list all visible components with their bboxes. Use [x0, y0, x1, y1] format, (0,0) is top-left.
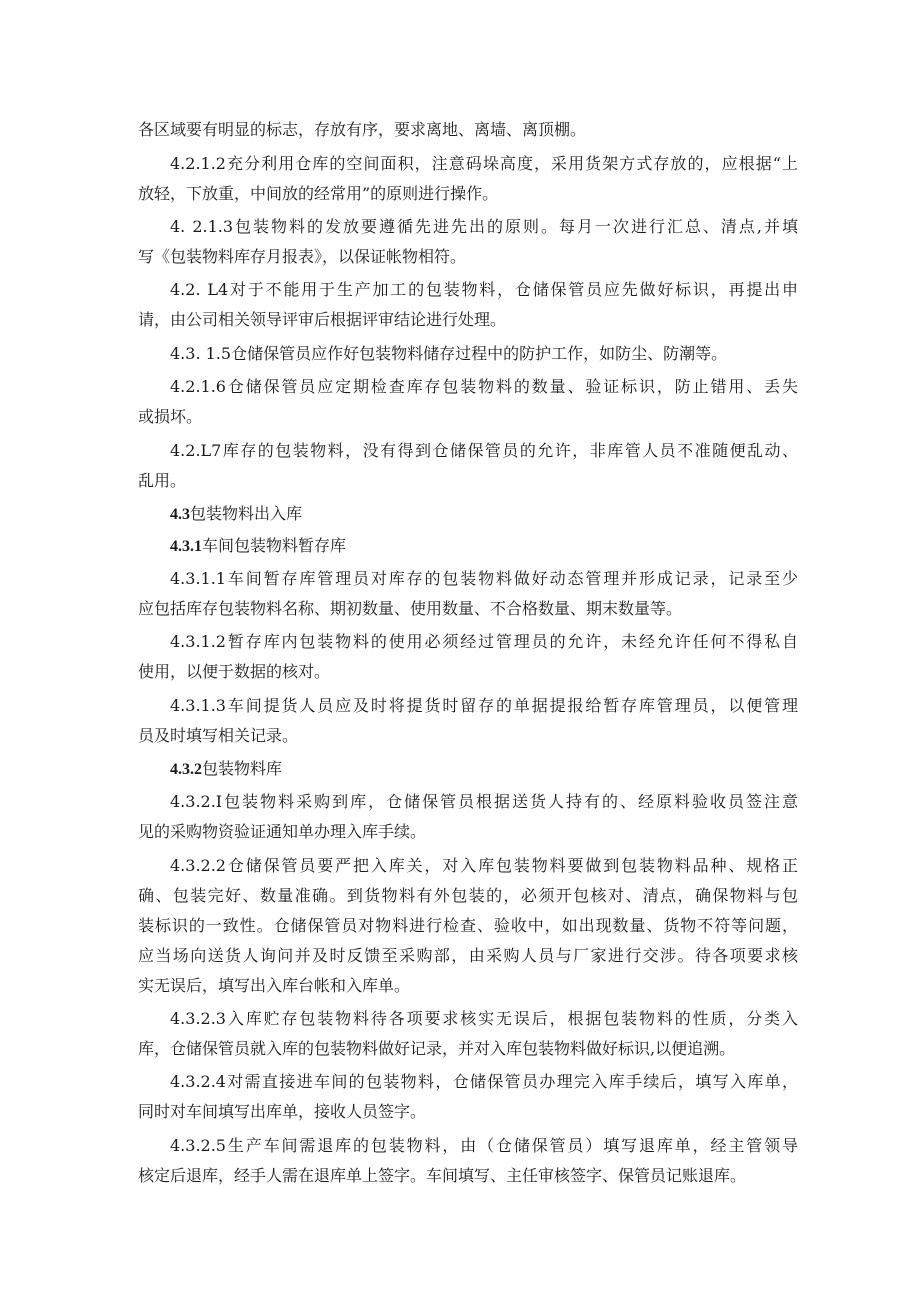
heading-text: 包装物料出入库	[190, 504, 303, 523]
heading-text: 包装物料库	[202, 759, 283, 778]
section-heading-4-3-1	[138, 536, 798, 557]
text-line: 库，仓储保管员就入库的包装物料做好记录，并对入库包装物料做好标识,以便追溯。	[138, 1039, 736, 1058]
text-line: 装标识的一致性。仓储保管员对物料进行检查、验收中，如出现数量、货物不符等问题，	[138, 916, 798, 935]
text-line: 4.2.1.6仓储保管员应定期检查库存包装物料的数量、验证标识，防止错用、丢失	[170, 377, 798, 396]
text-line: 4.3.2.3入库贮存包装物料待各项要求核实无误后，根据包装物料的性质，分类入	[170, 1009, 798, 1028]
heading-number: 4.3.2	[170, 761, 202, 778]
text-line: 确、包装完好、数量准确。到货物料有外包装的，必须开包核对、清点，确保物料与包	[138, 886, 798, 905]
text-line: 4.3.1.1车间暂存库管理员对库存的包装物料做好动态管理并形成记录，记录至少	[170, 569, 798, 588]
heading-number: 4.3.1	[170, 538, 202, 555]
heading-number: 4.3	[170, 506, 190, 523]
text-line: 写《包装物料库存月报表》，以保证帐物相符。	[138, 247, 467, 266]
text-line: 乱用。	[138, 471, 187, 490]
section-heading-4-3-2	[138, 759, 798, 780]
text-line: 4.3.2.4对需直接进车间的包装物料，仓储保管员办理完入库手续后，填写入库单，	[170, 1072, 798, 1091]
text-line: 4. 2.1.3包装物料的发放要遵循先进先出的原则。每月一次进行汇总、清点,并填	[170, 217, 798, 236]
text-line: 4.2.1.2充分利用仓库的空间面积，注意码垛高度，采用货架方式存放的，应根据“上	[170, 154, 798, 173]
text-line: 员及时填写相关记录。	[138, 726, 299, 745]
text-line: 各区域要有明显的标志，存放有序，要求离地、离墙、离顶棚。	[138, 120, 587, 139]
text-line: 4.3. 1.5仓储保管员应作好包装物料储存过程中的防护工作，如防尘、防潮等。	[170, 344, 728, 363]
text-line: 应包括库存包装物料名称、期初数量、使用数量、不合格数量、期末数量等。	[138, 599, 683, 618]
text-line: 4.2.L7库存的包装物料，没有得到仓储保管员的允许，非库管人员不准随便乱动、	[170, 441, 798, 460]
section-heading-4-3	[138, 504, 798, 525]
heading-text: 车间包装物料暂存库	[202, 536, 347, 555]
text-line: 4.2. L4对于不能用于生产加工的包装物料，仓储保管员应先做好标识，再提出申	[170, 280, 798, 299]
text-line: 放轻，下放重，中间放的经常用”的原则进行操作。	[138, 184, 499, 203]
text-line: 4.3.2.I包装物料采购到库，仓储保管员根据送货人持有的、经原料验收员签注意	[170, 792, 798, 811]
text-line: 4.3.2.5生产车间需退库的包装物料，由（仓储保管员）填写退库单，经主管领导	[170, 1136, 798, 1155]
text-line: 应当场向送货人询问并及时反馈至采购部，由采购人员与厂家进行交涉。待各项要求核	[138, 946, 798, 965]
text-line: 见的采购物资验证通知单办理入库手续。	[138, 822, 427, 841]
text-line: 4.3.1.2暂存库内包装物料的使用必须经过管理员的允许，未经允许任何不得私自	[170, 632, 798, 651]
text-line: 使用，以便于数据的核对。	[138, 662, 331, 681]
text-line: 同时对车间填写出库单，接收人员签字。	[138, 1102, 427, 1121]
text-line: 核定后退库，经手人需在退库单上签字。车间填写、主任审核签字、保管员记账退库。	[138, 1166, 747, 1185]
text-line: 请，由公司相关领导评审后根据评审结论进行处理。	[138, 310, 507, 329]
text-line: 4.3.1.3车间提货人员应及时将提货时留存的单据提报给暂存库管理员，以便管理	[170, 696, 798, 715]
text-line: 或损坏。	[138, 407, 203, 426]
text-line: 4.3.2.2仓储保管员要严把入库关，对入库包装物料要做到包装物料品种、规格正	[170, 856, 798, 875]
text-line: 实无误后，填写出入库台帐和入库单。	[138, 976, 411, 995]
